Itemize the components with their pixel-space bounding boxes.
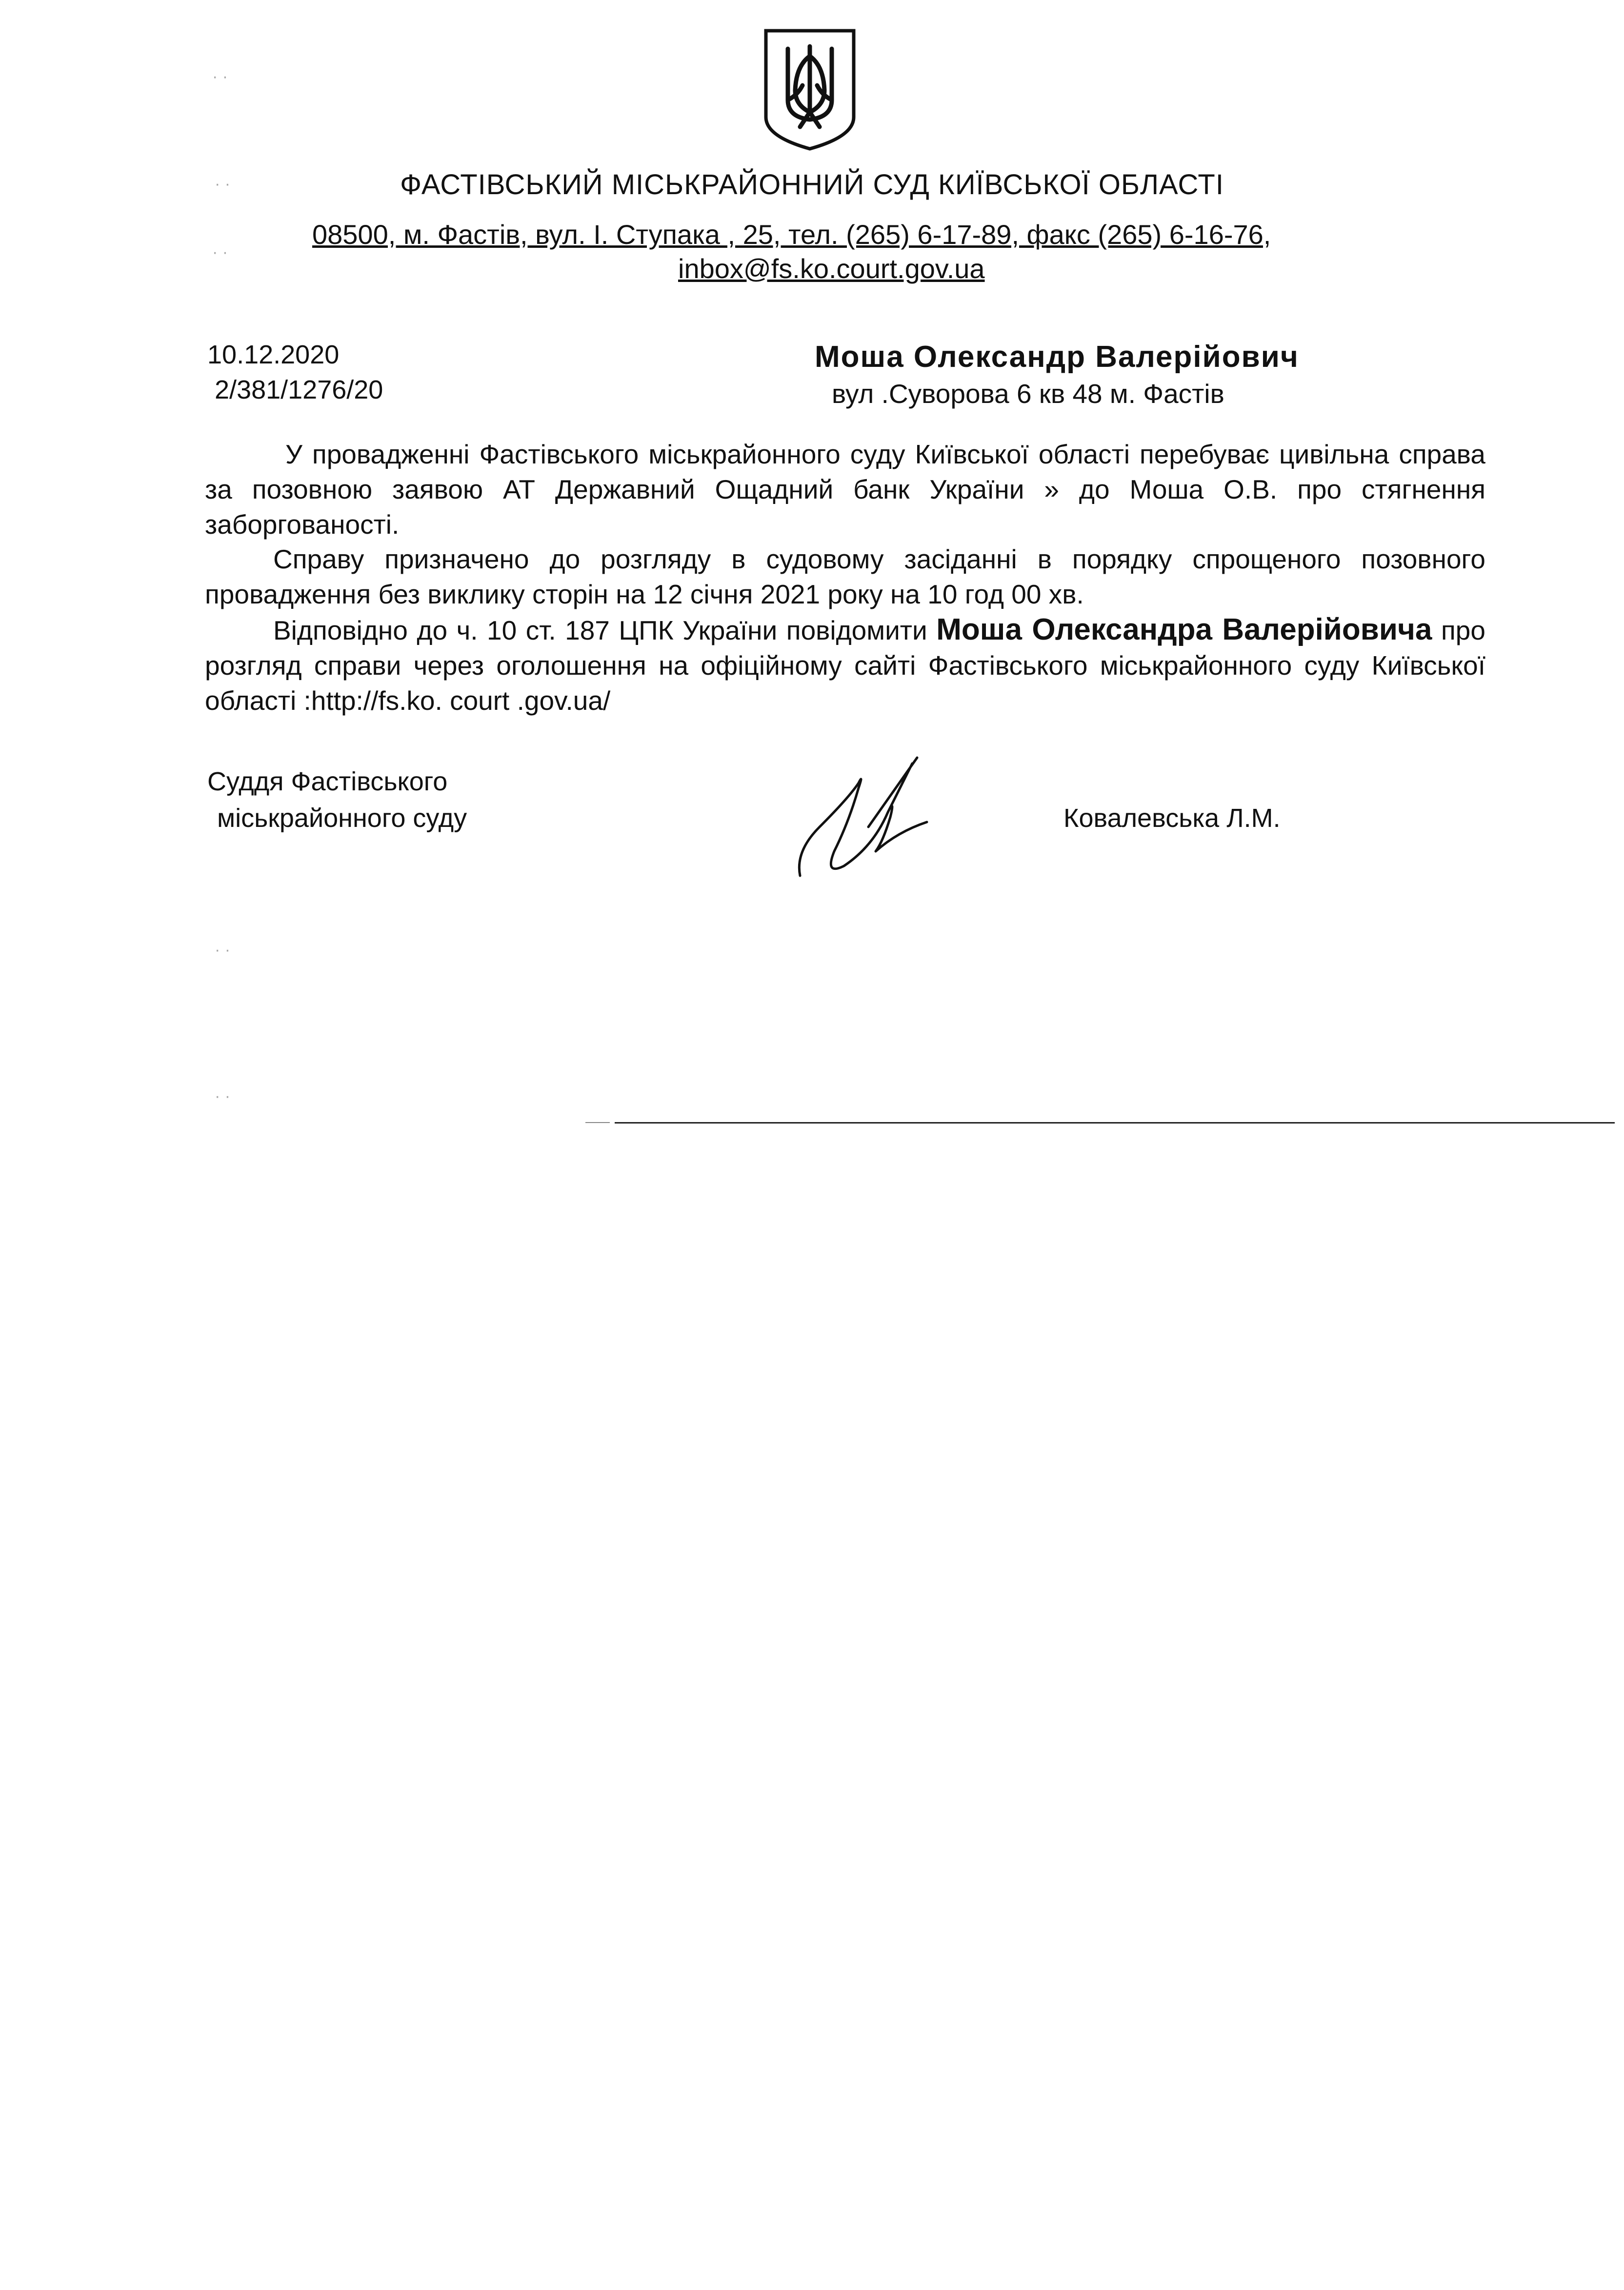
letter-reference: 2/381/1276/20 (215, 375, 383, 404)
scan-speck: · · (215, 941, 231, 959)
letter-date: 10.12.2020 (207, 340, 340, 369)
ukraine-trident-icon (761, 27, 859, 151)
divider-dash (585, 1122, 610, 1123)
scan-speck: · · (215, 175, 231, 193)
court-address: 08500, м. Фастів, вул. І. Ступака , 25, тел. (265) 6-17-89, факс (265) 6-16-76, (312, 219, 1271, 250)
body-paragraph-1: У провадженні Фастівського міськрайонного суду Київської області перебуває цивільна справа за позовною заявою АТ Державний Ощадний банк України » до Моша О.В. про стягнення заборгованості. (205, 439, 1485, 540)
scan-speck: · · (212, 243, 228, 261)
judge-name: Ковалевська Л.М. (1063, 804, 1281, 833)
body-paragraph-2: Справу призначено до розгляду в судовому засіданні в порядку спрощеного позовного провадження без виклику сторін на 12 січня 2021 року на 10 год 00 хв. (205, 544, 1485, 609)
court-name: ФАСТІВСЬКИЙ МІСЬКРАЙОННИЙ СУД КИЇВСЬКОЇ ОБЛАСТІ (400, 169, 1224, 201)
p3-text-before: Відповідно до ч. 10 ст. 187 ЦПК України повідомити (273, 615, 937, 645)
handwritten-signature (790, 754, 937, 885)
scan-speck: · · (212, 67, 228, 86)
p3-recipient-name: Моша Олександра Валерійовича (936, 613, 1432, 646)
judge-title-line-1: Суддя Фастівського (207, 767, 448, 796)
body-paragraph-3 (205, 612, 1485, 718)
p3-text-after: про розгляд справи через оголошення на офіційному сайті Фастівського міськрайонного суду Київської області :http://fs.ko. court .gov.ua/ (205, 615, 1485, 716)
scan-speck: · · (215, 1087, 231, 1105)
judge-title-line-2: міськрайонного суду (217, 804, 467, 833)
recipient-address: вул .Суворова 6 кв 48 м. Фастів (832, 379, 1224, 409)
court-email[interactable]: inbox@fs.ko.court.gov.ua (678, 253, 985, 284)
divider-line (615, 1122, 1615, 1124)
recipient-name: Моша Олександр Валерійович (815, 340, 1299, 374)
